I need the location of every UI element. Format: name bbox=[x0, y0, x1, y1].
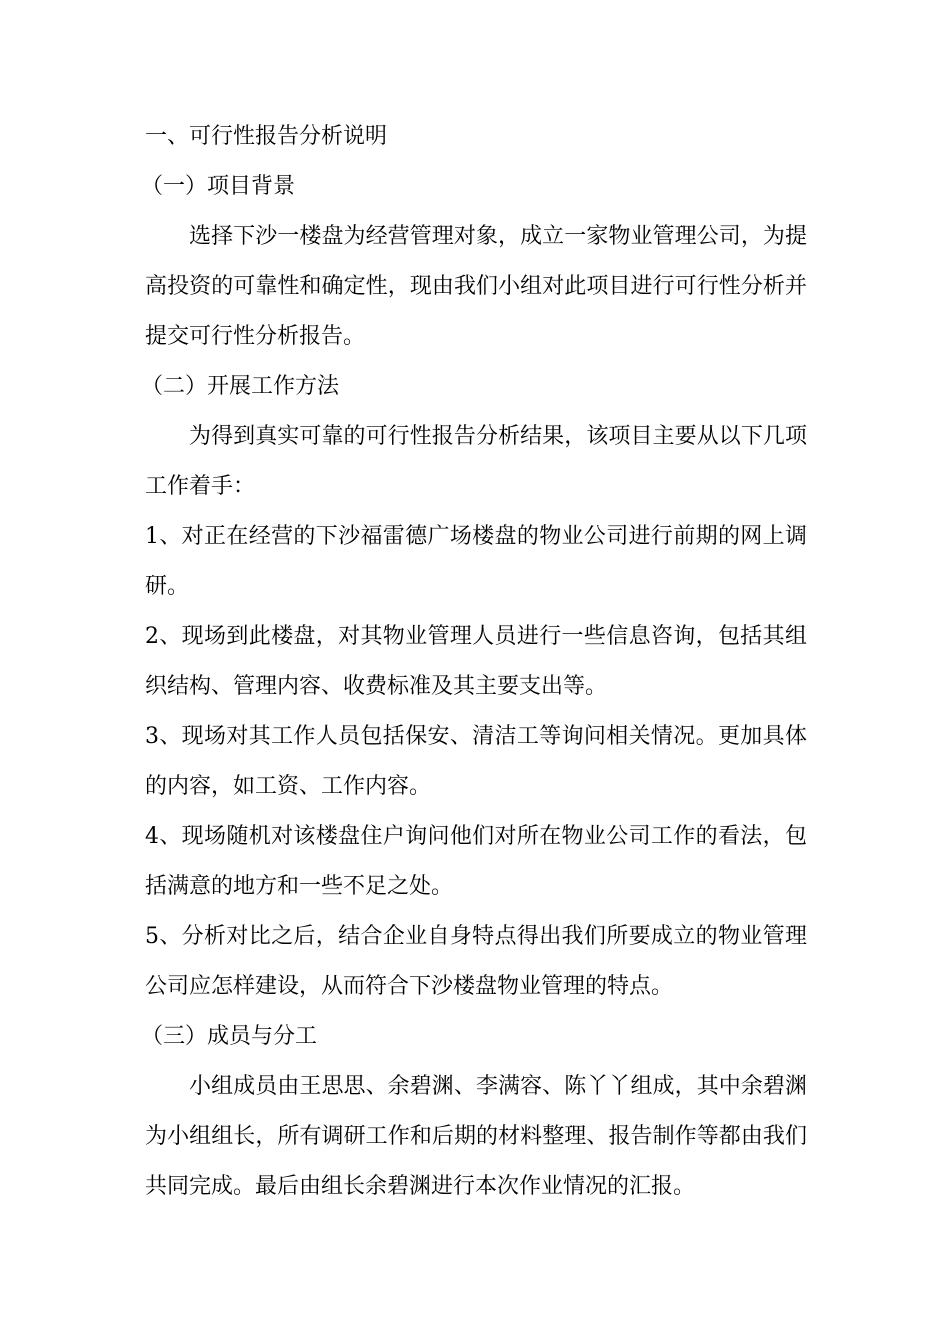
list-item-2-cont: 织结构、管理内容、收费标准及其主要支出等。 bbox=[145, 674, 608, 699]
section-title-background: （一）项目背景 bbox=[141, 174, 296, 199]
list-item-3-cont: 的内容，如工资、工作内容。 bbox=[145, 774, 432, 799]
paragraph-line: 小组成员由王思思、余碧渊、李满容、陈丫丫组成，其中余碧渊 bbox=[189, 1074, 807, 1099]
main-heading: 一、可行性报告分析说明 bbox=[145, 124, 388, 149]
section-title-members: （三）成员与分工 bbox=[141, 1024, 318, 1049]
paragraph-line: 为得到真实可靠的可行性报告分析结果，该项目主要从以下几项 bbox=[189, 424, 807, 449]
paragraph-line: 共同完成。最后由组长余碧渊进行本次作业情况的汇报。 bbox=[145, 1174, 696, 1199]
list-item-1-cont: 研。 bbox=[145, 574, 190, 599]
paragraph-line: 提交可行性分析报告。 bbox=[145, 324, 366, 349]
paragraph-line: 工作着手： bbox=[145, 474, 256, 499]
paragraph-line: 为小组组长，所有调研工作和后期的材料整理、报告制作等都由我们 bbox=[145, 1124, 807, 1149]
list-item-2: 2、现场到此楼盘，对其物业管理人员进行一些信息咨询，包括其组 bbox=[145, 624, 807, 649]
list-item-4: 4、现场随机对该楼盘住户询问他们对所在物业公司工作的看法，包 bbox=[145, 824, 807, 849]
list-item-5: 5、分析对比之后，结合企业自身特点得出我们所要成立的物业管理 bbox=[145, 924, 807, 949]
list-item-1: 1、对正在经营的下沙福雷德广场楼盘的物业公司进行前期的网上调 bbox=[145, 524, 807, 549]
list-item-5-cont: 公司应怎样建设，从而符合下沙楼盘物业管理的特点。 bbox=[145, 974, 674, 999]
paragraph-line: 高投资的可靠性和确定性，现由我们小组对此项目进行可行性分析并 bbox=[145, 274, 807, 299]
paragraph-line: 选择下沙一楼盘为经营管理对象，成立一家物业管理公司，为提 bbox=[189, 224, 807, 249]
section-title-methods: （二）开展工作方法 bbox=[141, 374, 340, 399]
list-item-3: 3、现场对其工作人员包括保安、清洁工等询问相关情况。更加具体 bbox=[145, 724, 807, 749]
list-item-4-cont: 括满意的地方和一些不足之处。 bbox=[145, 874, 454, 899]
document-page bbox=[141, 112, 807, 1212]
